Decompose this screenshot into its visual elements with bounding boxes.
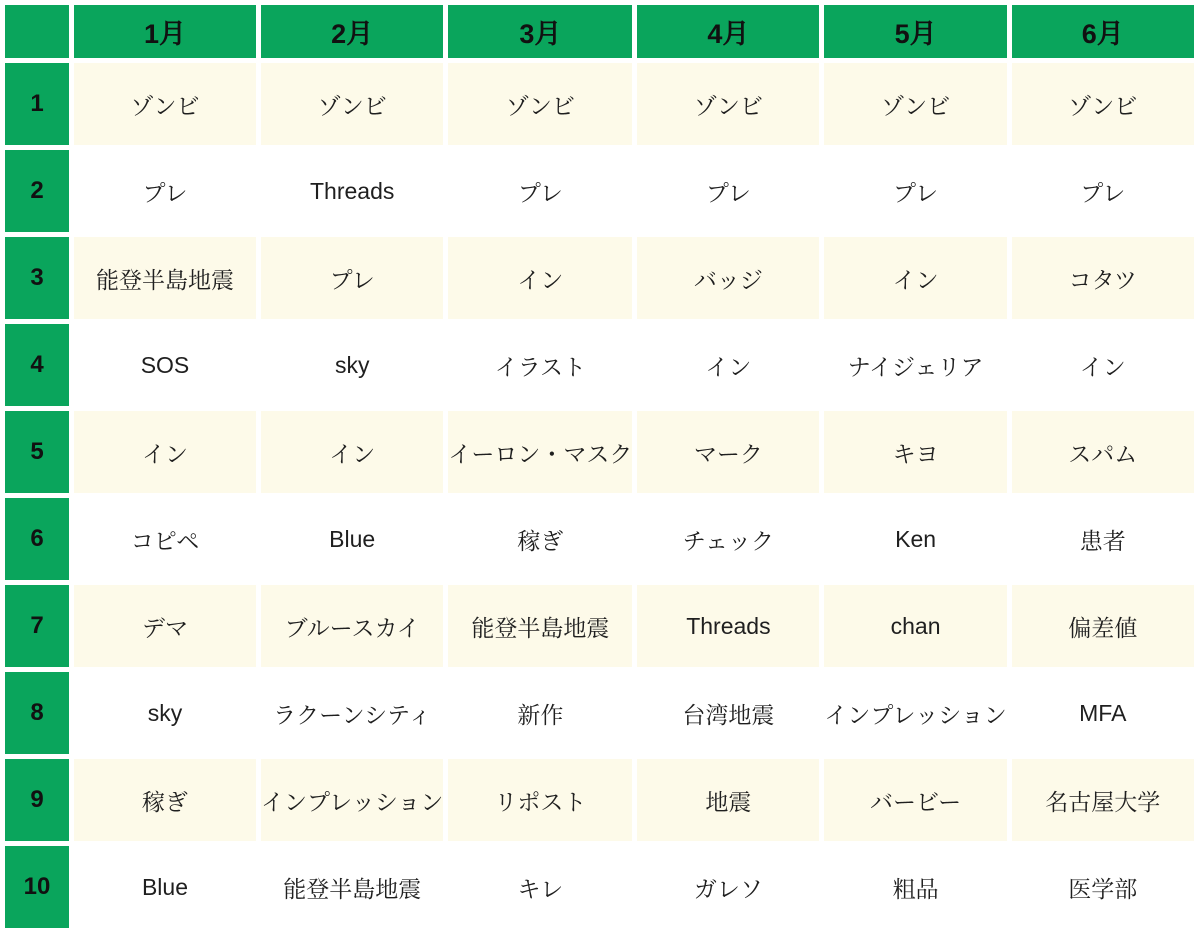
trend-word-cell: インプレッション	[824, 672, 1006, 754]
trend-word-cell: 能登半島地震	[261, 846, 443, 928]
trend-word-cell: 稼ぎ	[448, 498, 632, 580]
table-row	[5, 411, 1194, 493]
trend-word-cell: Ken	[824, 498, 1006, 580]
table-row	[5, 846, 1194, 928]
trend-word-cell: 能登半島地震	[448, 585, 632, 667]
month-header: 1月	[74, 5, 256, 58]
trend-word-cell: 能登半島地震	[74, 237, 256, 319]
table-row	[5, 759, 1194, 841]
trend-word-cell: デマ	[74, 585, 256, 667]
trend-word-cell: イーロン・マスク	[448, 411, 632, 493]
trend-word-cell: イン	[824, 237, 1006, 319]
rank-label: 2	[5, 150, 69, 232]
rank-label: 5	[5, 411, 69, 493]
trend-word-cell: Blue	[74, 846, 256, 928]
rank-label: 3	[5, 237, 69, 319]
month-header: 2月	[261, 5, 443, 58]
trend-word-cell: 地震	[637, 759, 819, 841]
trend-word-cell: プレ	[637, 150, 819, 232]
trend-word-cell: キレ	[448, 846, 632, 928]
trend-word-cell: コピペ	[74, 498, 256, 580]
table-header	[5, 5, 1194, 58]
table-row	[5, 498, 1194, 580]
trend-word-cell: イン	[74, 411, 256, 493]
trend-word-cell: sky	[261, 324, 443, 406]
trend-word-cell: ガレソ	[637, 846, 819, 928]
rank-label: 7	[5, 585, 69, 667]
trend-word-cell: コタツ	[1012, 237, 1194, 319]
trend-word-cell: ゾンビ	[824, 63, 1006, 145]
corner-cell	[5, 5, 69, 58]
month-header: 6月	[1012, 5, 1194, 58]
trend-word-cell: バービー	[824, 759, 1006, 841]
trend-word-cell: Blue	[261, 498, 443, 580]
trend-word-cell: キヨ	[824, 411, 1006, 493]
table-row	[5, 63, 1194, 145]
table-row	[5, 237, 1194, 319]
trend-word-cell: イン	[448, 237, 632, 319]
trend-word-cell: リポスト	[448, 759, 632, 841]
trend-word-cell: プレ	[1012, 150, 1194, 232]
table-row	[5, 672, 1194, 754]
header-row	[5, 5, 1194, 58]
trend-word-cell: イン	[261, 411, 443, 493]
trend-word-cell: インプレッション	[261, 759, 443, 841]
trend-word-cell: SOS	[74, 324, 256, 406]
trend-word-cell: ブルースカイ	[261, 585, 443, 667]
trend-word-cell: 台湾地震	[637, 672, 819, 754]
table-row	[5, 585, 1194, 667]
trend-word-cell: プレ	[74, 150, 256, 232]
table-row	[5, 150, 1194, 232]
table-row	[5, 324, 1194, 406]
trend-word-cell: MFA	[1012, 672, 1194, 754]
trend-word-cell: ラクーンシティ	[261, 672, 443, 754]
table-body	[5, 63, 1194, 928]
rank-label: 6	[5, 498, 69, 580]
month-header: 4月	[637, 5, 819, 58]
trend-word-cell: ナイジェリア	[824, 324, 1006, 406]
trend-word-cell: 名古屋大学	[1012, 759, 1194, 841]
rank-label: 8	[5, 672, 69, 754]
rank-label: 9	[5, 759, 69, 841]
month-header: 3月	[448, 5, 632, 58]
month-header: 5月	[824, 5, 1006, 58]
trend-word-cell: chan	[824, 585, 1006, 667]
trend-word-cell: バッジ	[637, 237, 819, 319]
trend-word-cell: イン	[1012, 324, 1194, 406]
trend-word-cell: Threads	[261, 150, 443, 232]
trend-word-cell: 医学部	[1012, 846, 1194, 928]
trend-word-cell: プレ	[448, 150, 632, 232]
rank-label: 4	[5, 324, 69, 406]
trend-word-cell: イン	[637, 324, 819, 406]
trend-word-cell: Threads	[637, 585, 819, 667]
trend-word-cell: 新作	[448, 672, 632, 754]
trend-word-cell: マーク	[637, 411, 819, 493]
trend-word-cell: ゾンビ	[74, 63, 256, 145]
trend-word-cell: 偏差値	[1012, 585, 1194, 667]
trend-word-cell: スパム	[1012, 411, 1194, 493]
trend-word-cell: プレ	[824, 150, 1006, 232]
trend-word-cell: ゾンビ	[448, 63, 632, 145]
trend-word-cell: 粗品	[824, 846, 1006, 928]
rank-label: 1	[5, 63, 69, 145]
trend-word-cell: チェック	[637, 498, 819, 580]
trend-word-cell: 患者	[1012, 498, 1194, 580]
trend-word-cell: プレ	[261, 237, 443, 319]
trend-word-cell: ゾンビ	[261, 63, 443, 145]
trend-word-cell: sky	[74, 672, 256, 754]
trend-word-cell: ゾンビ	[1012, 63, 1194, 145]
trend-word-cell: イラスト	[448, 324, 632, 406]
trend-word-cell: 稼ぎ	[74, 759, 256, 841]
trend-word-cell: ゾンビ	[637, 63, 819, 145]
rank-label: 10	[5, 846, 69, 928]
